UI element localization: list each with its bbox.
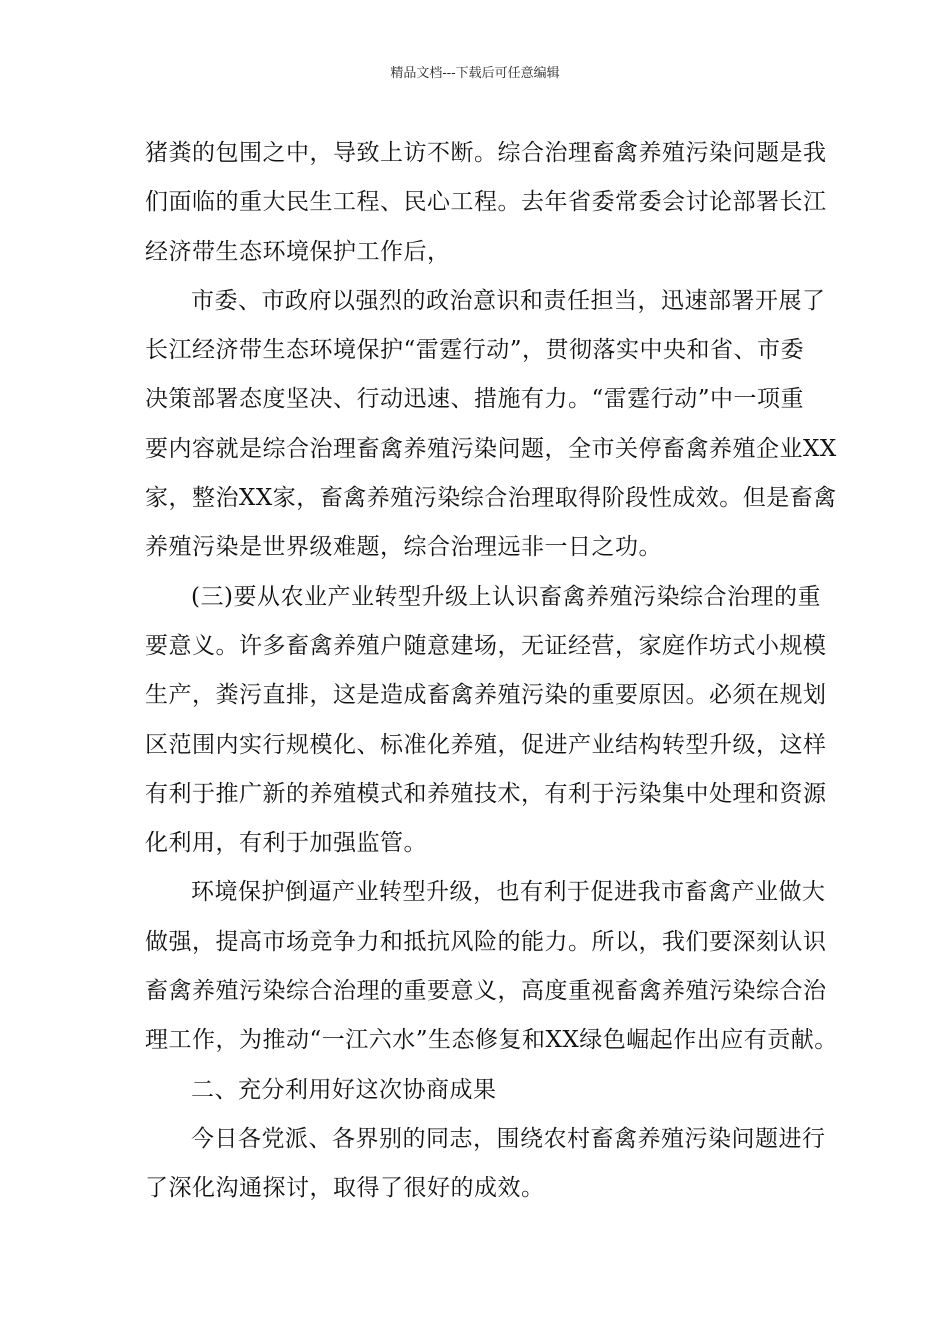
text-line: 生产，粪污直排，这是造成畜禽养殖污染的重要原因。必须在规划 [145, 682, 827, 709]
text-line: 了深化沟通探讨，取得了很好的成效。 [145, 1175, 545, 1202]
heading-line: 二、充分利用好这次协商成果 [191, 1076, 497, 1103]
text-line: 有利于推广新的养殖模式和养殖技术，有利于污染集中处理和资源 [145, 780, 827, 807]
paragraph-4 [145, 868, 838, 1065]
paragraph-3 [145, 573, 827, 869]
paragraph-2 [145, 277, 837, 573]
text-line: 们面临的重大民生工程、民心工程。去年省委常委会讨论部署长江 [145, 189, 827, 216]
page-header: 精品文档---下载后可任意编辑 [390, 66, 560, 81]
document-body [145, 129, 838, 1214]
text-line: 家，整治XX家，畜禽养殖污染综合治理取得阶段性成效。但是畜禽 [145, 485, 837, 512]
text-line: 畜禽养殖污染综合治理的重要意义，高度重视畜禽养殖污染综合治 [145, 978, 827, 1005]
text-line: 长江经济带生态环境保护“雷霆行动”，贯彻落实中央和省、市委 [145, 337, 805, 364]
text-line: 理工作，为推动“一江六水”生态修复和XX绿色崛起作出应有贡献。 [145, 1027, 838, 1054]
text-line: 环境保护倒逼产业转型升级，也有利于促进我市畜禽产业做大 [191, 879, 826, 906]
text-line: 今日各党派、各界别的同志，围绕农村畜禽养殖污染问题进行 [191, 1125, 826, 1152]
text-line: 化利用，有利于加强监管。 [145, 830, 427, 857]
text-line: 经济带生态环境保护工作后， [145, 238, 451, 265]
text-line: (三)要从农业产业转型升级上认识畜禽养殖污染综合治理的重 [191, 583, 821, 610]
section-heading [145, 1066, 815, 1115]
text-line: 猪粪的包围之中，导致上访不断。综合治理畜禽养殖污染问题是我 [145, 140, 827, 166]
text-line: 要意义。许多畜禽养殖户随意建场，无证经营，家庭作坊式小规模 [145, 632, 827, 659]
text-line: 区范围内实行规模化、标准化养殖，促进产业结构转型升级，这样 [145, 731, 827, 758]
text-line: 养殖污染是世界级难题，综合治理远非一日之功。 [145, 534, 662, 561]
paragraph-6 [145, 1115, 826, 1214]
text-line: 要内容就是综合治理畜禽养殖污染问题，全市关停畜禽养殖企业XX [145, 435, 837, 462]
paragraph-1 [145, 129, 827, 277]
text-line: 决策部署态度坚决、行动迅速、措施有力。“雷霆行动”中一项重 [145, 386, 805, 413]
text-line: 做强，提高市场竞争力和抵抗风险的能力。所以，我们要深刻认识 [145, 928, 827, 955]
text-line: 市委、市政府以强烈的政治意识和责任担当，迅速部署开展了 [191, 287, 826, 314]
